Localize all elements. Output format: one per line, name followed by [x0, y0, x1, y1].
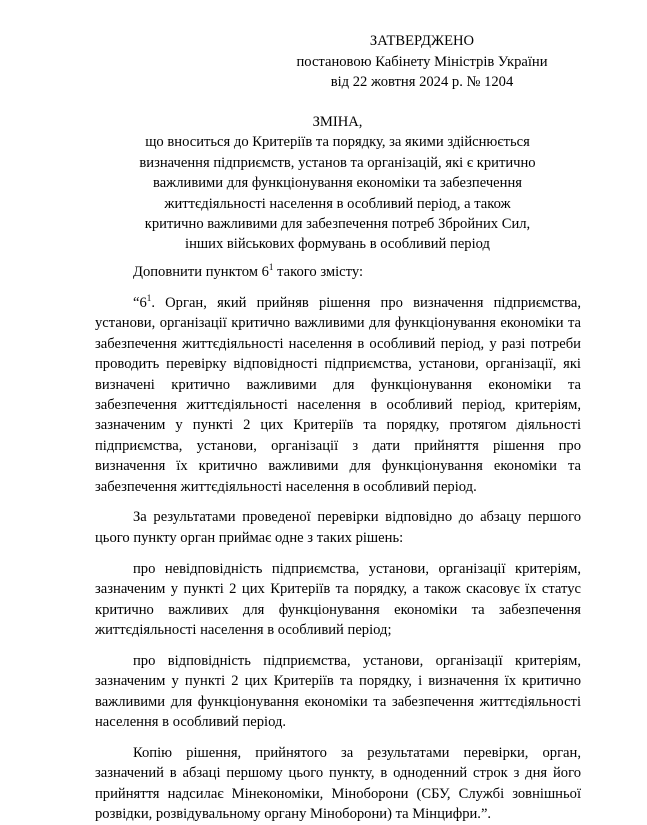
title-subtitle-line: важливими для функціонування економіки та забезпечення	[153, 175, 522, 192]
title-block	[95, 112, 580, 255]
title-subtitle-line: інших військових формувань в особливий період	[185, 236, 490, 253]
paragraph-1-text: . Орган, який прийняв рішення про визначення підприємства, установи, організації критично важливими для функціонування економіки та забезпечення життєдіяльності населення в особливий період, у разі потреби проводить перевірку відповідності підприємства, установи, організації, які визначені критично важливими для функціонування економіки та забезпечення життєдіяльності населення в особливий період, критеріям, зазначеним у пункті 2 цих Критеріїв та порядку, протягом діяльності підприємства, установи, організації з дати прийняття рішення про визначення їх критично важливими для функціонування економіки та забезпечення життєдіяльності населення в особливий період.	[95, 294, 581, 495]
body-intro-paragraph	[95, 262, 581, 282]
title-subtitle-line: що вноситься до Критеріїв та порядку, за якими здійснюється	[145, 134, 530, 151]
body-paragraph-5: Копію рішення, прийнятого за результатами перевірки, орган, зазначений в абзаці першому цього пункту, в одноденний строк з дня його прийняття надсилає Мінекономіки, Міноборони (СБУ, Службі зовнішньої розвідки, розвідувальному органу Міноборони) та Мінцифри.”.	[95, 745, 581, 823]
body-intro-superscript: 1	[268, 262, 274, 273]
approval-reference: від 22 жовтня 2024 р. № 1204	[330, 74, 514, 90]
paragraph-1-open-quote: “6	[133, 294, 147, 311]
approval-block	[252, 31, 592, 93]
body-paragraph-4: про відповідність підприємства, установи, організації критеріям, зазначеним у пункті 2 цих Критеріїв та порядку, і визначення їх критично важливими для функціонування економіки та забезпечення життєдіяльності населення в особливий період.	[95, 652, 581, 731]
approval-authority: постановою Кабінету Міністрів України	[296, 53, 548, 70]
body-paragraph-1	[95, 293, 581, 497]
page-title: ЗМІНА,	[312, 114, 363, 130]
body-paragraph-3: про невідповідність підприємства, установи, організації критеріям, зазначеним у пункті 2 цих Критеріїв та порядку, а також скасовує їх статус критично важливих для функціонування економіки та забезпечення життєдіяльності населення в особливий період;	[95, 560, 581, 638]
document-body	[95, 262, 581, 825]
paragraph-1-superscript: 1	[146, 293, 152, 304]
title-subtitle-line: критично важливими для забезпечення потреб Збройних Сил,	[144, 216, 531, 233]
body-intro-text: Доповнити пунктом 6	[133, 264, 269, 280]
title-subtitle-line: визначення підприємств, установ та організацій, які є критично	[139, 154, 536, 171]
approval-heading: ЗАТВЕРДЖЕНО	[369, 33, 475, 49]
body-intro-tail: такого змісту:	[273, 264, 364, 280]
title-subtitle-line: життєдіяльності населення в особливий період, а також	[164, 195, 511, 212]
body-paragraph-2: За результатами проведеної перевірки відповідно до абзацу першого цього пункту орган приймає одне з таких рішень:	[95, 509, 581, 546]
